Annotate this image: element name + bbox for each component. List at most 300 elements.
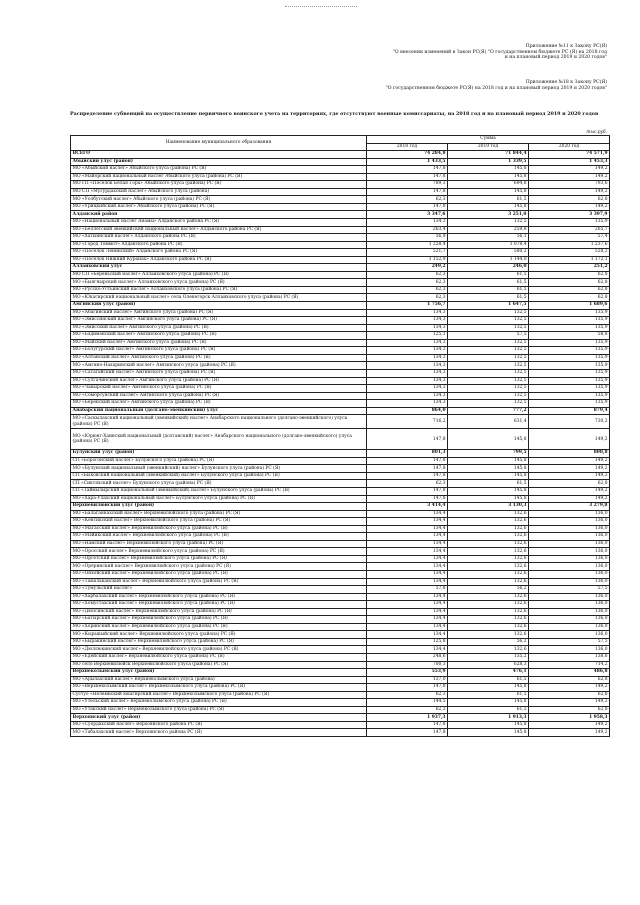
municipality-name: МО «Саскылахский национальный (эвенкийский) наслег» Анабарского национального (долгано-эвенкийского) улуса (района) РС (Я) (71, 415, 367, 429)
value-2019: 132,6 (448, 616, 529, 624)
value-2019: 145,8 (448, 721, 529, 729)
value-2019: 132,5 (448, 219, 529, 227)
municipality-name: Верхневилюйский улус (район) (71, 503, 367, 511)
table-row (71, 234, 610, 242)
municipality-name: Верхоянский улус (район) (71, 714, 367, 722)
municipality-name: МО «Утакский наслег» Верхнеколымского улуса (района) РС (Я) (71, 706, 367, 714)
value-2018: 134,3 (367, 219, 448, 227)
municipality-name: МО «Майорский национальный наслег Абыйского улуса (района) РС (Я) (71, 173, 367, 181)
value-2019: 132,6 (448, 555, 529, 563)
municipality-name: МО «Уолбутский наслег» Абыйского улуса (района) РС (Я) (71, 196, 367, 204)
value-2020: 62,8 (529, 196, 610, 204)
value-2019: 56,2 (448, 638, 529, 646)
table-row (71, 347, 610, 355)
value-2019: 132,5 (448, 377, 529, 385)
municipality-name: МО «Майский наслег» Амгинского улуса (района) РС (Я) (71, 339, 367, 347)
table-row (71, 638, 610, 646)
value-2018: 134,4 (367, 533, 448, 541)
table-row (71, 196, 610, 204)
value-2020: 135,9 (529, 392, 610, 400)
value-2018: 3 347,6 (367, 211, 448, 219)
value-2019: 3 251,0 (448, 211, 529, 219)
value-2020: 135,9 (529, 317, 610, 325)
municipality-name: МО «Кентикский наслег» Верхневилюйского улуса (района) РС (Я) (71, 518, 367, 526)
value-2020: 58,8 (529, 332, 610, 340)
value-2020: 149,2 (529, 729, 610, 737)
value-2018: 134,3 (367, 400, 448, 408)
value-2018: 1 228,4 (367, 241, 448, 249)
value-2020: 62,8 (529, 271, 610, 279)
municipality-name: Абыйский улус (район) (71, 158, 367, 166)
value-2020: 714,2 (529, 661, 610, 669)
municipality-name: МО «Дюллюкинский наслег» Верхневилюйского улуса (района) РС (Я) (71, 646, 367, 654)
table-row (71, 601, 610, 609)
value-2019: 145,8 (448, 188, 529, 196)
value-2019: 132,6 (448, 533, 529, 541)
value-2018: 62,3 (367, 480, 448, 488)
table-row (71, 691, 610, 699)
header-sum: Сумма (367, 136, 610, 144)
value-2018: 134,3 (367, 385, 448, 393)
value-2018: 147,8 (367, 495, 448, 503)
value-2019: 145,8 (448, 472, 529, 480)
municipality-name: МО «Булунский национальный (эвенкийский) наслег» Булунского улуса (района) РС (Я) (71, 465, 367, 473)
municipality-name: МО «Русско-Устьинский наслег» Аллаиховского улуса (района) РС (Я) (71, 286, 367, 294)
value-2018: 134,4 (367, 540, 448, 548)
value-2019: 132,5 (448, 347, 529, 355)
appendix-line: и на плановый период 2019 и 2020 годов" (504, 55, 607, 61)
value-2020: 149,2 (529, 495, 610, 503)
value-2020: 149,2 (529, 188, 610, 196)
table-row (71, 392, 610, 400)
value-2020: 135,9 (529, 219, 610, 227)
table-row (71, 294, 610, 302)
value-2019: 132,6 (448, 593, 529, 601)
municipality-name: МО «Соморсунский наслег» Амгинского улуса (района) РС (Я) (71, 392, 367, 400)
value-2018: 56,9 (367, 234, 448, 242)
value-2018: 134,4 (367, 548, 448, 556)
value-2020: 57,5 (529, 586, 610, 594)
value-2019: 61,5 (448, 196, 529, 204)
value-2018: 521,7 (367, 249, 448, 257)
municipality-name: МО «Беллетский эвенкийский национальный наслег» Алданского района РС (Я) (71, 226, 367, 234)
header-year-2020: 2020 год (529, 143, 610, 151)
value-2018: 144,5 (367, 699, 448, 707)
value-2020: 62,8 (529, 691, 610, 699)
municipality-name: МО «Сулгачинский наслег» Амгинского улуса (района) РС (Я) (71, 377, 367, 385)
value-2018: 147,8 (367, 429, 448, 450)
municipality-name: МО «Харбалахский наслег» Верхневилюйского улуса (района) РС (Я) (71, 593, 367, 601)
value-2020: 62,8 (529, 706, 610, 714)
municipality-name: МО «Утельский наслег» Верхнеколымского улуса (района) РС (Я) (71, 699, 367, 707)
municipality-name: МО «Быракинский наслег» Верхневилюйского улуса (района) РС (Я) (71, 638, 367, 646)
value-2020: 879,4 (529, 407, 610, 415)
table-body (71, 151, 610, 737)
table-row (71, 457, 610, 465)
table-row (71, 219, 610, 227)
value-2018: 134,3 (367, 309, 448, 317)
value-2019: 132,6 (448, 578, 529, 586)
unit-label: тыс.руб. (586, 130, 607, 135)
value-2019: 628,3 (448, 661, 529, 669)
municipality-name: МО СП «Береньский наслег» Аллаиховского улуса (района) РС (Я) (71, 271, 367, 279)
value-2018: 147,8 (367, 487, 448, 495)
value-2018: 1 937,3 (367, 714, 448, 722)
value-2020: 149,2 (529, 203, 610, 211)
table-row (71, 385, 610, 393)
value-2018: 62,3 (367, 691, 448, 699)
value-2019: 132,6 (448, 525, 529, 533)
value-2019: 145,8 (448, 465, 529, 473)
value-2020: 149,2 (529, 684, 610, 692)
table-row (71, 654, 610, 662)
value-2018: 147,8 (367, 465, 448, 473)
value-2020: 136,0 (529, 646, 610, 654)
value-2018: 134,3 (367, 354, 448, 362)
value-2019: 132,5 (448, 385, 529, 393)
value-2018: 62,3 (367, 271, 448, 279)
value-2019: 145,8 (448, 729, 529, 737)
value-2019: 476,1 (448, 669, 529, 677)
value-2019: 56,1 (448, 234, 529, 242)
document-title: Распределение субвенций на осуществление первичного воинского учета на территориях, где отсутствуют военные комиссариаты, на 2018 год и на плановый период 2019 и 2020 годов (70, 111, 599, 117)
value-2020: 136,0 (529, 623, 610, 631)
value-2019: 145,8 (448, 173, 529, 181)
municipality-name: МО «Суордахский наслег» Верхоянского района РС (Я) (71, 721, 367, 729)
value-2018: 134,4 (367, 525, 448, 533)
value-2020: 149,2 (529, 166, 610, 174)
value-2018: 74 284,8 (367, 151, 448, 159)
table-group-row (71, 151, 610, 159)
value-2019: 71 844,4 (448, 151, 529, 159)
value-2019: 631,4 (448, 415, 529, 429)
value-2018: 134,3 (367, 392, 448, 400)
value-2018: 57,8 (367, 586, 448, 594)
value-2019: 61,5 (448, 286, 529, 294)
municipality-name: МО «Юрюнг-Хаинский национальный (долганский) наслег» Анабарского национального (долгано-эвенкийского) улуса (района) РС (Я) (71, 429, 367, 450)
table-row (71, 510, 610, 518)
municipality-name: МО «Тумульский наслег» (71, 586, 367, 594)
value-2019: 57,5 (448, 332, 529, 340)
value-2020: 135,9 (529, 377, 610, 385)
value-2019: 799,5 (448, 450, 529, 458)
municipality-name: МО «Магасский наслег» Верхневилюйского улуса (района) РС (Я) (71, 525, 367, 533)
table-row (71, 480, 610, 488)
table-row (71, 525, 610, 533)
value-2019: 135,2 (448, 654, 529, 662)
municipality-name: МО «Табалахский наслег» Верхоянского района РС (Я) (71, 729, 367, 737)
value-2019: 132,5 (448, 309, 529, 317)
municipality-name: МО «Хомустахский наслег» Верхневилюйского улуса (района) РС (Я) (71, 601, 367, 609)
table-row (71, 362, 610, 370)
table-row (71, 339, 610, 347)
value-2018: 263,4 (367, 226, 448, 234)
value-2020: 1 453,3 (529, 158, 610, 166)
municipality-name: МО ГП «Поселок Белая Гора» Абыйского улуса (района) РС (Я) (71, 181, 367, 189)
value-2019: 61,5 (448, 279, 529, 287)
value-2020: 149,2 (529, 429, 610, 450)
value-2020: 136,0 (529, 510, 610, 518)
table-row (71, 563, 610, 571)
value-2018: 134,4 (367, 555, 448, 563)
value-2018: 62,3 (367, 196, 448, 204)
scan-mark (285, 6, 357, 9)
value-2018: 134,4 (367, 510, 448, 518)
value-2020: 74 571,9 (529, 151, 610, 159)
table-row (71, 540, 610, 548)
value-2019: 61,5 (448, 480, 529, 488)
value-2019: 694,8 (448, 181, 529, 189)
table-row (71, 279, 610, 287)
municipality-name: МО «Берёнский наслег» Амгинского улуса (района) РС (Я) (71, 400, 367, 408)
value-2018: 1 433,5 (367, 158, 448, 166)
value-2020: 135,9 (529, 324, 610, 332)
table-row (71, 400, 610, 408)
value-2019: 132,5 (448, 354, 529, 362)
value-2020: 62,8 (529, 676, 610, 684)
value-2019: 61,5 (448, 691, 529, 699)
table-row (71, 271, 610, 279)
municipality-name: МО «Намский наслег» Верхневилюйского улуса (района) РС (Я) (71, 540, 367, 548)
value-2020: 149,2 (529, 457, 610, 465)
municipality-name: МО «Амгино-Нахаринский наслег» Амгинского улуса (района) РС (Я) (71, 362, 367, 370)
municipality-name: МО «Мэйикский наслег» Верхневилюйского улуса (района) РС (Я) (71, 533, 367, 541)
value-2020: 730,2 (529, 415, 610, 429)
value-2019: 61,5 (448, 706, 529, 714)
table-row (71, 699, 610, 707)
value-2020: 149,2 (529, 472, 610, 480)
value-2019: 132,5 (448, 317, 529, 325)
table-group-row (71, 450, 610, 458)
table-row (71, 729, 610, 737)
table-row (71, 324, 610, 332)
value-2018: 125,1 (367, 332, 448, 340)
municipality-name: МО «Поселок Ленинский» Алданского района РС (Я) (71, 249, 367, 257)
value-2020: 135,9 (529, 369, 610, 377)
value-2018: 134,3 (367, 317, 448, 325)
header-year-2019: 2019 год (448, 143, 529, 151)
value-2019: 132,6 (448, 540, 529, 548)
value-2020: 251,2 (529, 264, 610, 272)
table-row (71, 369, 610, 377)
municipality-name: МО «Чакырский наслег» Амгинского улуса (района) РС (Я) (71, 385, 367, 393)
value-2019: 1 144,0 (448, 256, 529, 264)
value-2020: 135,9 (529, 400, 610, 408)
value-2019: 132,5 (448, 324, 529, 332)
municipality-name: МО «Поселок Нижний Куранах» Алданского района РС (Я) (71, 256, 367, 264)
value-2019: 61,5 (448, 676, 529, 684)
municipality-name: МО «Едейский наслег» Верхневилюйского улуса (района) РС (Я) (71, 654, 367, 662)
value-2020: 136,0 (529, 601, 610, 609)
municipality-name: СП «Сиктяхский наслег» Булунского улуса (района) РС (Я) (71, 480, 367, 488)
value-2018: 789,3 (367, 181, 448, 189)
value-2018: 716,2 (367, 415, 448, 429)
value-2018: 553,9 (367, 669, 448, 677)
value-2020: 135,9 (529, 354, 610, 362)
municipality-name: Анабарский национальный (долгано-эвенкийский) улус (71, 407, 367, 415)
value-2020: 62,8 (529, 279, 610, 287)
value-2019: 777,2 (448, 407, 529, 415)
municipality-name: ВСЕГО (71, 151, 367, 159)
municipality-name: МО «Эмиссинский наслег» Амгинского улуса (района) РС (Я) (71, 317, 367, 325)
municipality-name: МО «Кырыкыйский наслег» Верхневилюйского улуса (района) РС (Я) (71, 631, 367, 639)
value-2020: 149,2 (529, 465, 610, 473)
value-2019: 145,8 (448, 166, 529, 174)
value-2020: 1 958,3 (529, 714, 610, 722)
value-2019: 132,6 (448, 601, 529, 609)
value-2020: 57,5 (529, 638, 610, 646)
table-row (71, 203, 610, 211)
value-2018: 134,4 (367, 623, 448, 631)
appendix-reference-second (386, 80, 607, 91)
municipality-name: Аллаиховский улус (71, 264, 367, 272)
value-2018: 248,6 (367, 654, 448, 662)
municipality-name: СП «Борогонский наслег» Булунского улуса (района) РС (Я) (71, 457, 367, 465)
value-2019: 1 339,5 (448, 158, 529, 166)
value-2020: 62,8 (529, 294, 610, 302)
value-2018: 801,3 (367, 450, 448, 458)
municipality-name: МО «Абагинский наслег» Амгинского улуса (района) РС (Я) (71, 309, 367, 317)
value-2019: 145,8 (448, 203, 529, 211)
value-2018: 134,3 (367, 339, 448, 347)
value-2019: 61,5 (448, 271, 529, 279)
value-2020: 149,2 (529, 721, 610, 729)
municipality-name: МО «Хара-Улахский национальный наслег» Булунского улуса (района) РС (Я) (71, 495, 367, 503)
appendix-line: Приложение №11 к Закону РС(Я) (525, 44, 607, 49)
value-2019: 145,8 (448, 457, 529, 465)
value-2018: 134,3 (367, 362, 448, 370)
municipality-name: МО «Онхойский наслег» Верхневилюйского улуса (района) РС (Я) (71, 570, 367, 578)
value-2020: 136,0 (529, 540, 610, 548)
table-row (71, 548, 610, 556)
value-2018: 864,0 (367, 407, 448, 415)
value-2018: 147,8 (367, 166, 448, 174)
municipality-name: МО «Хоринский наслег» Верхневилюйского улуса (района) РС (Я) (71, 623, 367, 631)
value-2020: 135,9 (529, 309, 610, 317)
value-2020: 57,4 (529, 234, 610, 242)
value-2018: 125,8 (367, 638, 448, 646)
table-group-row (71, 264, 610, 272)
table-row (71, 472, 610, 480)
table-row (71, 495, 610, 503)
municipality-name: Алданский район (71, 211, 367, 219)
municipality-name: СП «Таймылырский национальный (эвенкийский) наслег» Булунского улуса (района) РС (Я) (71, 487, 367, 495)
value-2018: 134,4 (367, 646, 448, 654)
table-row (71, 166, 610, 174)
value-2019: 145,8 (448, 684, 529, 692)
municipality-name: Верхнеколымский улус (район) (71, 669, 367, 677)
value-2020: 808,8 (529, 450, 610, 458)
header-name: Наименование муниципального образования (71, 136, 367, 151)
value-2019: 56,2 (448, 586, 529, 594)
municipality-name: МО «Болугурский наслег» Амгинского улуса (района) РС (Я) (71, 347, 367, 355)
value-2020: 136,0 (529, 548, 610, 556)
table-row (71, 684, 610, 692)
table-row (71, 181, 610, 189)
value-2019: 132,5 (448, 339, 529, 347)
value-2019: 132,5 (448, 362, 529, 370)
table-row (71, 616, 610, 624)
value-2018: 134,4 (367, 518, 448, 526)
table-row (71, 249, 610, 257)
table-row (71, 721, 610, 729)
value-2019: 145,8 (448, 487, 529, 495)
value-2020: 138,6 (529, 654, 610, 662)
municipality-name: Сустуо «Нелемнский юкагирский наслег» Верхнеколымского улуса (района) РС (Я) (71, 691, 367, 699)
value-2020: 136,0 (529, 578, 610, 586)
value-2019: 132,6 (448, 646, 529, 654)
municipality-name: МО «Оргетский наслег» Верхневилюйского улуса (района) РС (Я) (71, 555, 367, 563)
value-2018: 147,8 (367, 729, 448, 737)
value-2018: 3 414,4 (367, 503, 448, 511)
municipality-name: МО «Эмисский наслег» Амгинского улуса (района) РС (Я) (71, 324, 367, 332)
value-2019: 61,5 (448, 294, 529, 302)
value-2018: 147,8 (367, 472, 448, 480)
value-2019: 259,8 (448, 226, 529, 234)
value-2020: 136,0 (529, 525, 610, 533)
value-2020: 136,0 (529, 616, 610, 624)
table-row (71, 631, 610, 639)
value-2020: 3 279,8 (529, 503, 610, 511)
municipality-name: МО «Арылахский наслег» Верхнеколымского улуса (района) (71, 676, 367, 684)
value-2018: 134,4 (367, 631, 448, 639)
value-2020: 136,0 (529, 570, 610, 578)
municipality-name: МО СП «Мугурдахский наслег» Абыйского улуса (района) (71, 188, 367, 196)
value-2019: 145,8 (448, 495, 529, 503)
value-2019: 132,6 (448, 623, 529, 631)
value-2018: 134,4 (367, 563, 448, 571)
table-row (71, 226, 610, 234)
value-2018: 249,2 (367, 264, 448, 272)
value-2020: 136,0 (529, 563, 610, 571)
municipality-name: МО «Оросский наслег» Верхневилюйского улуса (района) РС (Я) (71, 548, 367, 556)
value-2018: 147,8 (367, 457, 448, 465)
value-2020: 136,0 (529, 533, 610, 541)
value-2019: 145,8 (448, 699, 529, 707)
table-row (71, 661, 610, 669)
value-2018: 134,4 (367, 616, 448, 624)
value-2020: 1 237,6 (529, 241, 610, 249)
table-row (71, 518, 610, 526)
value-2018: 134,3 (367, 369, 448, 377)
table-row (71, 570, 610, 578)
table-row (71, 415, 610, 429)
municipality-name: Амгинский улус (район) (71, 302, 367, 310)
value-2019: 1 913,3 (448, 714, 529, 722)
table-row (71, 309, 610, 317)
value-2020: 486,8 (529, 669, 610, 677)
table-group-row (71, 302, 610, 310)
value-2020: 135,9 (529, 347, 610, 355)
appendix-line: "О государственном бюджете РС(Я) на 2018 год и на плановый период 2019 и 2020 годов" (385, 85, 607, 91)
table-row (71, 256, 610, 264)
municipality-name: Булунский улус (район) (71, 450, 367, 458)
table-row (71, 593, 610, 601)
municipality-name: МО «Ореринский наслег» Верхневилюйского улуса (района) РС (Я) (71, 563, 367, 571)
value-2020: 3 397,9 (529, 211, 610, 219)
value-2018: 62,3 (367, 706, 448, 714)
value-2019: 132,5 (448, 392, 529, 400)
municipality-name: МО «Национальный наслег Анамы» Алданского района РС (Я) (71, 219, 367, 227)
table-row (71, 586, 610, 594)
table-row (71, 332, 610, 340)
table-row (71, 487, 610, 495)
value-2018: 134,4 (367, 601, 448, 609)
appendix-reference-top (393, 44, 607, 61)
table-row (71, 706, 610, 714)
value-2020: 149,2 (529, 173, 610, 181)
value-2019: 132,6 (448, 548, 529, 556)
